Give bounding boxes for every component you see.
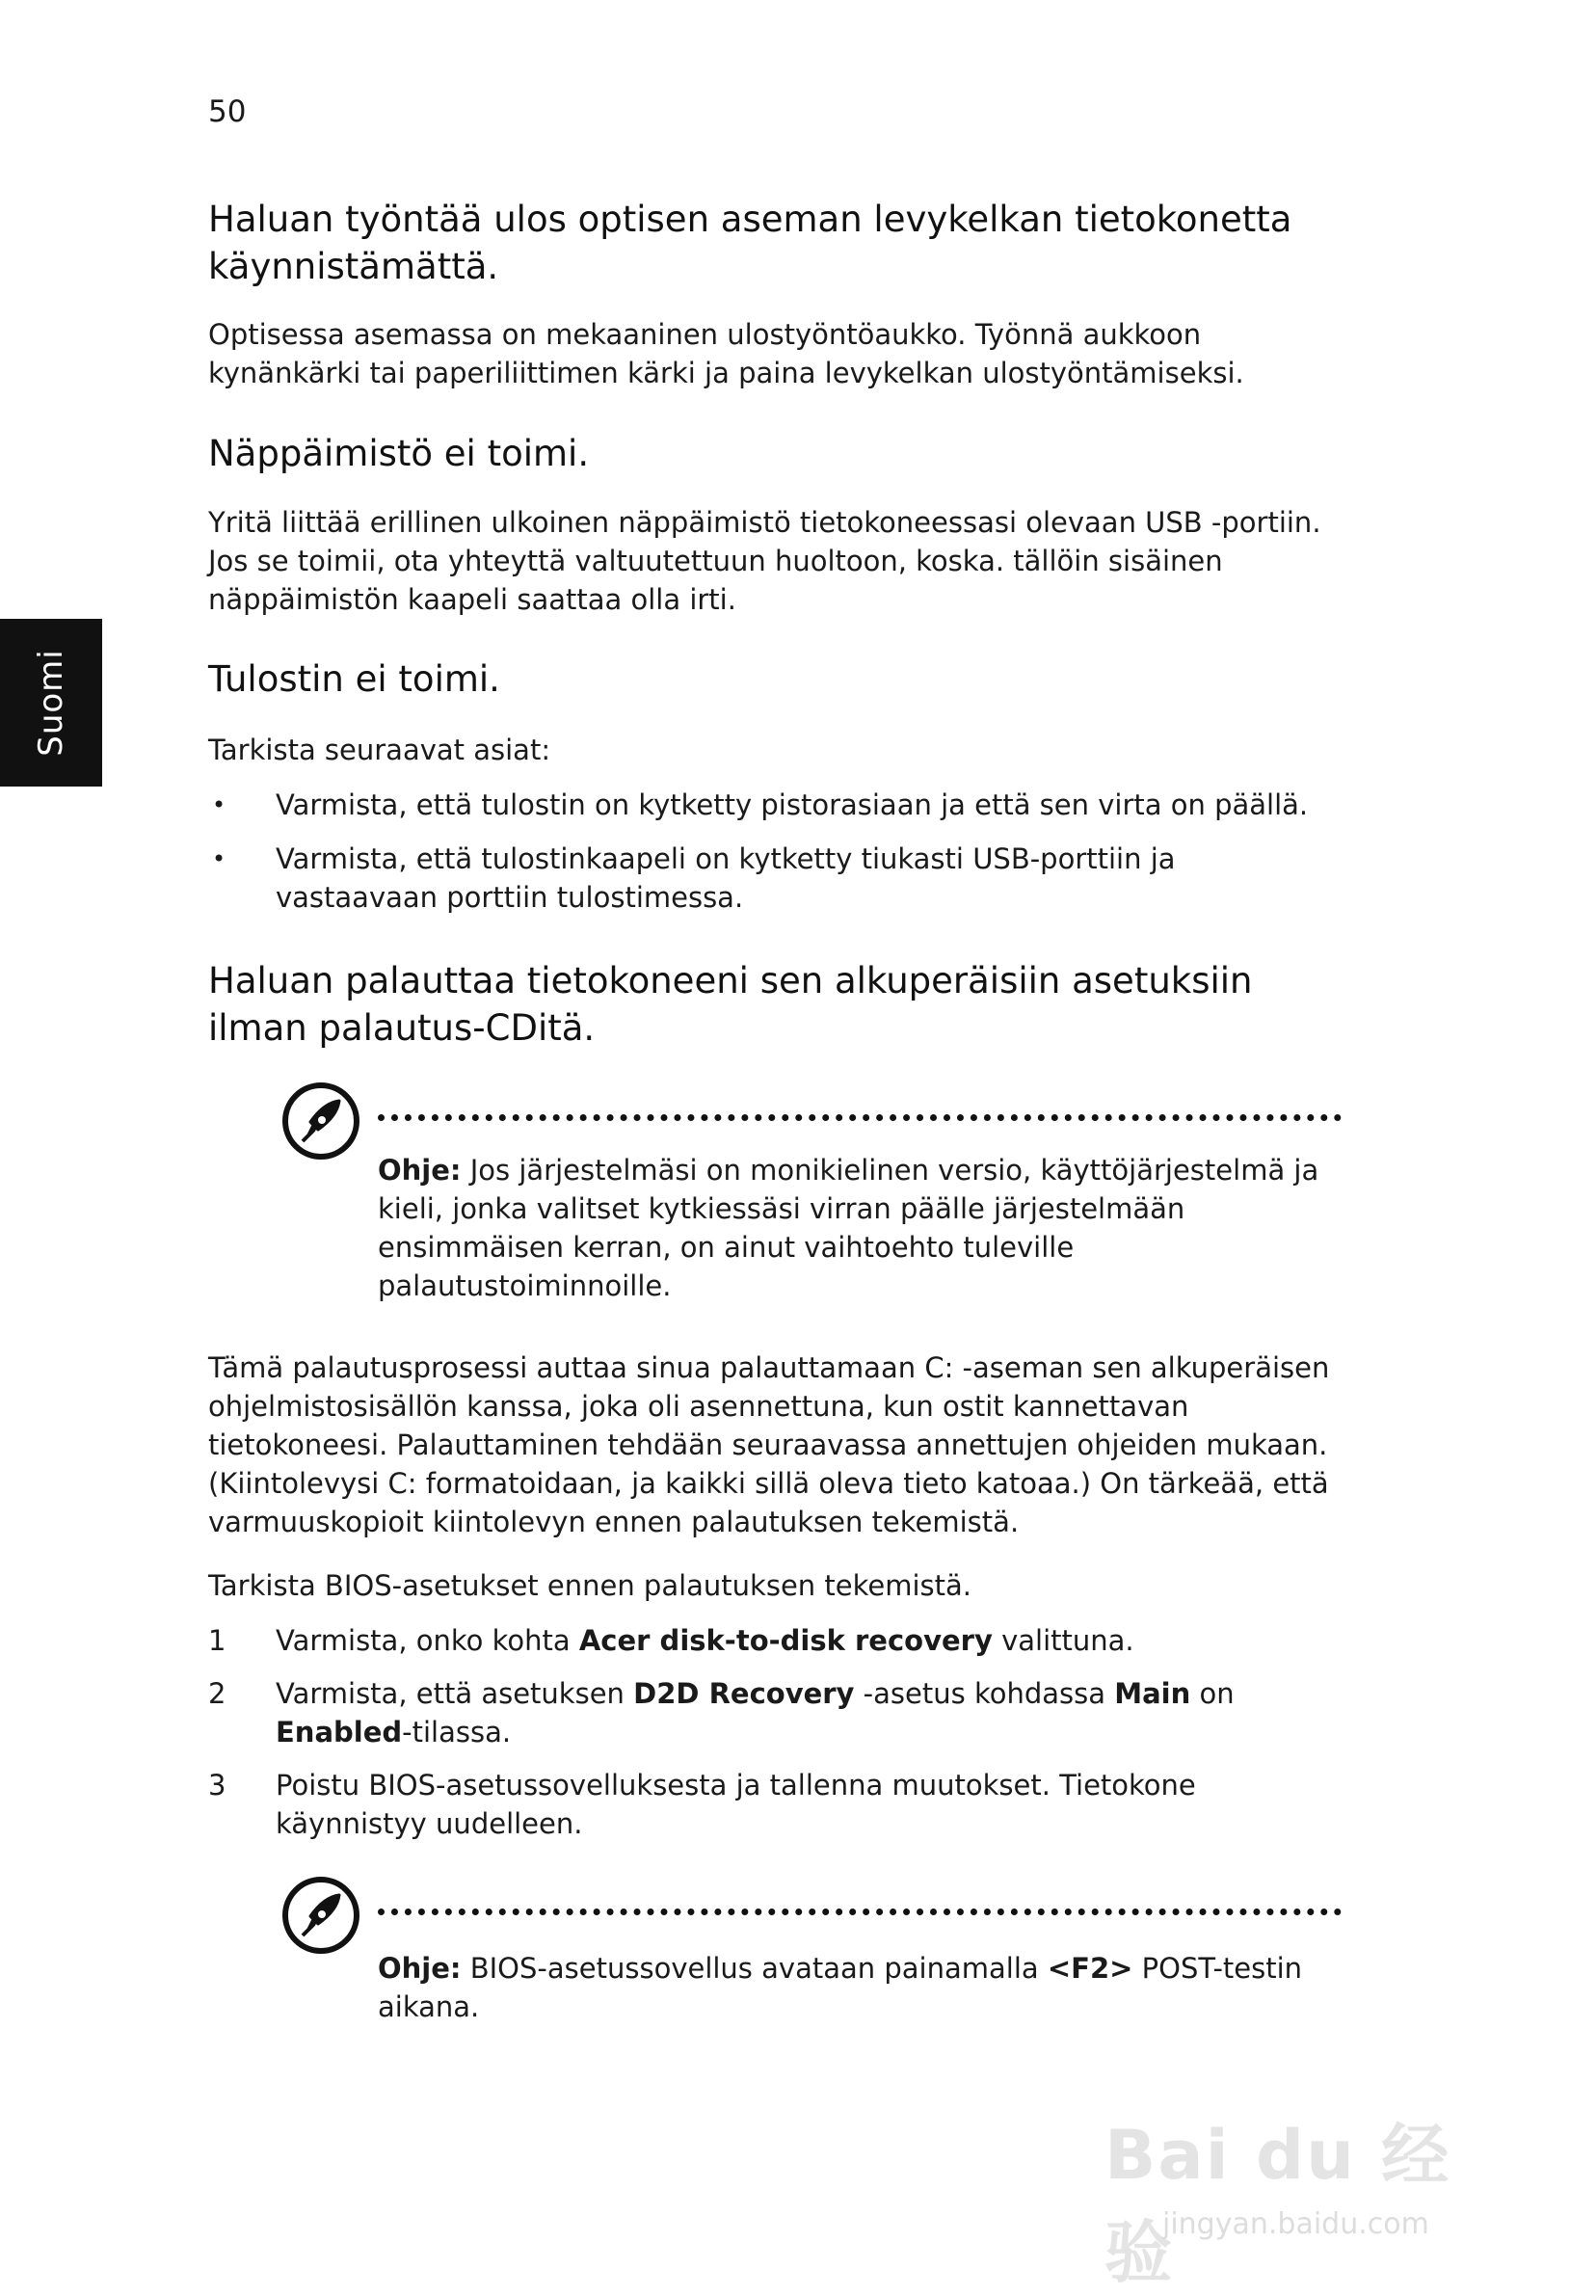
step-number: 2 (208, 1677, 226, 1710)
bullet-mark: • (212, 845, 226, 872)
note-pen-icon (281, 1081, 360, 1161)
heading-restore: Haluan palauttaa tietokoneeni sen alkuperäisiin asetuksiin ilman palautus-CDitä. (208, 960, 1253, 1049)
note-text-2: Ohje: BIOS-asetussovellus avataan painamalla <F2> POST-testin aikana. (378, 1952, 1303, 2023)
paragraph-eject-tray: Optisessa asemassa on mekaaninen ulostyöntöaukko. Työnnä aukkoon kynänkärki tai paperiliittimen kärki ja paina levykelkan ulostyöntämiseksi. (208, 318, 1244, 389)
paragraph-restore: Tämä palautusprosessi auttaa sinua palauttamaan C: -aseman sen alkuperäisen ohjelmistosisällön kanssa, joka oli asennettuna, kun ostit kannettavan tietokoneesi. Palauttaminen tehdään seuraavassa annettujen ohjeiden mukaan. (Kiintolevysi C: formatoidaan, ja kaikki sillä oleva tieto katoaa.) On tärkeää, että varmuuskopioit kiintolevyn ennen palautuksen tekemistä. (208, 1351, 1330, 1538)
note-body: Jos järjestelmäsi on monikielinen versio, käyttöjärjestelmä ja kieli, jonka valitset kytkiessäsi virran päälle järjestelmään ensimmäisen kerran, on ainut vaihtoehto tuleville palautustoiminnoille. (378, 1154, 1319, 1302)
watermark-logo: Bai du 经验 (1104, 2116, 1451, 2292)
step-text: Varmista, onko kohta Acer disk-to-disk recovery valittuna. (276, 1624, 1134, 1657)
note-pen-icon (281, 1876, 360, 1955)
note-label: Ohje: (378, 1154, 462, 1187)
paragraph-printer-intro: Tarkista seuraavat asiat: (208, 734, 551, 766)
bullet-text: Varmista, että tulostin on kytketty pistorasiaan ja että sen virta on päällä. (276, 788, 1309, 821)
heading-keyboard: Näppäimistö ei toimi. (208, 433, 590, 474)
step-number: 3 (208, 1769, 226, 1802)
side-tab-label: Suomi (32, 649, 70, 757)
baidu-watermark (1104, 2024, 1500, 2292)
heading-printer: Tulostin ei toimi. (208, 658, 500, 700)
bullet-mark: • (212, 791, 226, 818)
bullet-text: Varmista, että tulostinkaapeli on kytketty tiukasti USB-porttiin ja vastaavaan porttiin tulostimessa. (276, 842, 1176, 914)
watermark-url: jingyan.baidu.com (1162, 2207, 1429, 2241)
page-number: 50 (208, 94, 247, 129)
step-text: Poistu BIOS-asetussovelluksesta ja tallenna muutokset. Tietokone käynnistyy uudelleen. (276, 1769, 1196, 1840)
language-side-tab (0, 619, 102, 787)
note-label: Ohje: (378, 1952, 462, 1985)
heading-eject-tray: Haluan työntää ulos optisen aseman levykelkan tietokonetta käynnistämättä. (208, 199, 1292, 287)
step-text: Varmista, että asetuksen D2D Recovery -asetus kohdassa Main on Enabled-tilassa. (276, 1677, 1235, 1749)
note-dotted-rule (378, 1909, 1342, 1915)
note-dotted-rule (378, 1114, 1342, 1121)
step-number: 1 (208, 1624, 226, 1657)
paragraph-keyboard: Yritä liittää erillinen ulkoinen näppäimistö tietokoneessasi olevaan USB -portiin. Jos se toimii, ota yhteyttä valtuutettuun huoltoon, koska. tällöin sisäinen näppäimistön kaapeli saattaa olla irti. (208, 506, 1321, 616)
note-text-1 (378, 1151, 1332, 1305)
paragraph-bios-intro: Tarkista BIOS-asetukset ennen palautuksen tekemistä. (208, 1569, 971, 1602)
